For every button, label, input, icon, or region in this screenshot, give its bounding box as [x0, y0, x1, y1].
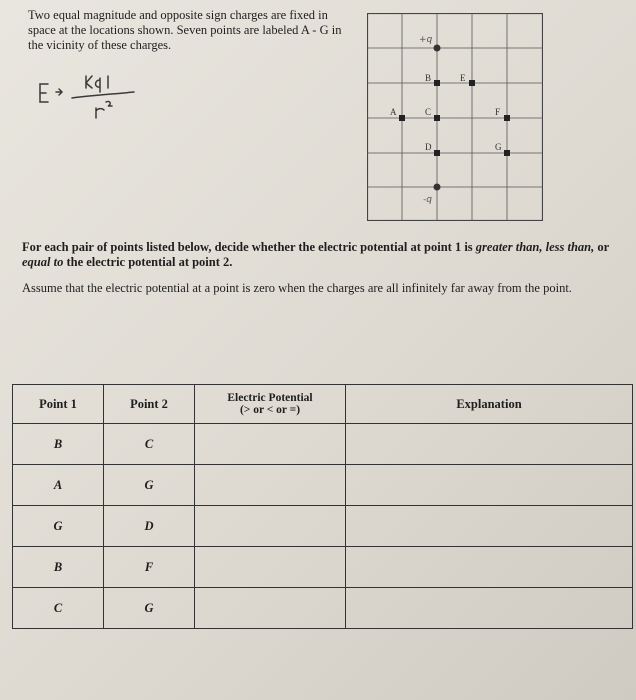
row-explanation-answer[interactable] — [346, 588, 633, 629]
table-row — [13, 506, 633, 547]
point-b-marker — [434, 80, 440, 86]
point-f-label: F — [495, 107, 501, 117]
header-point2: Point 2 — [104, 385, 195, 424]
point-d-label: D — [425, 142, 432, 152]
table-row — [13, 424, 633, 465]
negative-charge-dot — [434, 184, 441, 191]
negative-charge-label: -q — [423, 195, 432, 205]
positive-charge-dot — [434, 45, 441, 52]
row-point2: D — [104, 506, 195, 547]
header-point1: Point 1 — [13, 385, 104, 424]
row-point2: F — [104, 547, 195, 588]
point-d-marker — [434, 150, 440, 156]
row-explanation-answer[interactable] — [346, 424, 633, 465]
row-potential-answer[interactable] — [195, 465, 346, 506]
row-explanation-answer[interactable] — [346, 506, 633, 547]
table-row — [13, 547, 633, 588]
point-e-label: E — [460, 73, 466, 83]
handwritten-formula — [34, 62, 154, 126]
row-potential-answer[interactable] — [195, 588, 346, 629]
charge-grid — [367, 13, 543, 221]
row-point1: G — [13, 506, 104, 547]
assumption-text: Assume that the electric potential at a point is zero when the charges are all infinitely far away from the point. — [22, 281, 572, 295]
point-g-marker — [504, 150, 510, 156]
point-g-label: G — [495, 142, 502, 152]
point-a-marker — [399, 115, 405, 121]
row-point1: B — [13, 424, 104, 465]
positive-charge-label: +q — [419, 35, 433, 45]
intro-text: Two equal magnitude and opposite sign charges are fixed in space at the locations shown. Seven points are labeled A - G in the vicinity of these charges. — [28, 8, 342, 52]
row-point1: C — [13, 588, 104, 629]
table-row — [13, 465, 633, 506]
header-explanation: Explanation — [346, 385, 633, 424]
charge-diagram — [367, 13, 543, 221]
point-c-label: C — [425, 107, 432, 117]
row-potential-answer[interactable] — [195, 506, 346, 547]
point-e-marker — [469, 80, 475, 86]
row-potential-answer[interactable] — [195, 547, 346, 588]
row-potential-answer[interactable] — [195, 424, 346, 465]
row-point1: A — [13, 465, 104, 506]
point-a-label: A — [390, 107, 397, 117]
point-c-marker — [434, 115, 440, 121]
answer-table — [12, 384, 633, 629]
row-explanation-answer[interactable] — [346, 465, 633, 506]
header-potential: Electric Potential (> or < or =) — [195, 385, 346, 424]
table-header-row — [13, 385, 633, 424]
row-point2: G — [104, 465, 195, 506]
question-text: For each pair of points listed below, decide whether the electric potential at point 1 is greater than, less than, or equal to the electric potential at point 2. — [22, 240, 609, 269]
row-point2: C — [104, 424, 195, 465]
row-explanation-answer[interactable] — [346, 547, 633, 588]
row-point2: G — [104, 588, 195, 629]
table-row — [13, 588, 633, 629]
point-b-label: B — [425, 73, 432, 83]
point-f-marker — [504, 115, 510, 121]
row-point1: B — [13, 547, 104, 588]
